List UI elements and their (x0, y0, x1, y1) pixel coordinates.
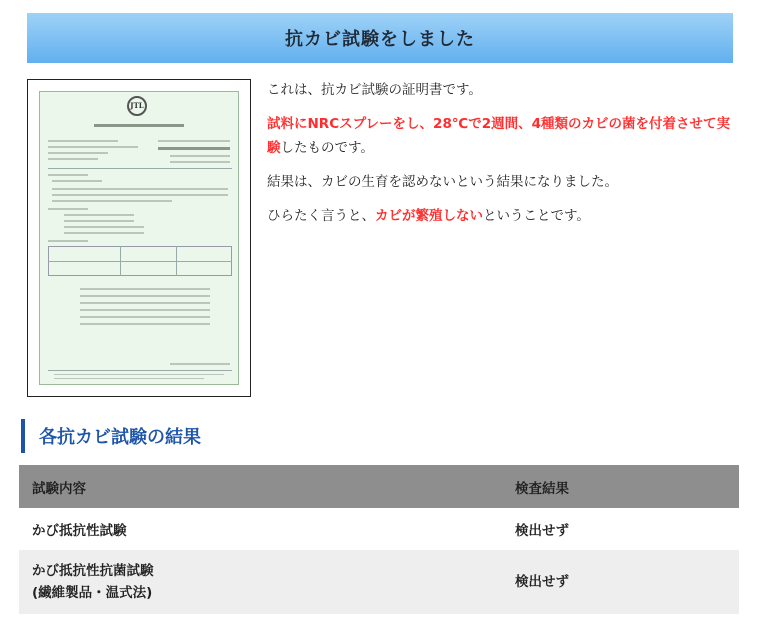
test-name (19, 550, 502, 614)
certificate-rule (176, 246, 177, 276)
highlight-text: 試料にNRCスプレーをし、28℃で2週間、4種類のカビの菌を付着させて実験 (267, 116, 730, 156)
table-row (19, 550, 739, 614)
intro-paragraph (267, 204, 737, 228)
intro-text (267, 78, 737, 238)
table-row (19, 508, 739, 550)
intro-text-3: 結果は、カビの生育を認めないという結果になりました。 (267, 174, 618, 190)
intro-text-2: したものです。 (280, 140, 374, 156)
intro-paragraph (267, 78, 737, 102)
certificate-text-line (64, 232, 144, 234)
certificate-image (27, 79, 251, 397)
certificate-text-line (48, 174, 88, 176)
certificate-text-line (48, 152, 108, 154)
certificate-text-line (64, 226, 144, 228)
certificate-text-line (54, 378, 204, 379)
certificate-text-line (54, 374, 224, 375)
intro-paragraph (267, 170, 737, 194)
certificate-document (39, 91, 239, 385)
certificate-text-line (80, 323, 210, 325)
intro-text-4b: ということです。 (483, 208, 590, 224)
certificate-text-line (80, 288, 210, 290)
results-table (19, 465, 739, 614)
certificate-rule (48, 168, 232, 169)
certificate-text-line (80, 316, 210, 318)
test-result: 検出せず (502, 508, 739, 550)
intro-text-4a: ひらたく言うと、 (267, 208, 375, 224)
certificate-heading-mark (94, 124, 184, 127)
test-name-line1: かび抵抗性抗菌試験 (32, 563, 154, 579)
section-heading (21, 419, 201, 453)
certificate-rule (48, 261, 232, 262)
page-title: 抗カビ試験をしました (285, 29, 475, 50)
certificate-text-line (48, 140, 118, 142)
certificate-text-line (170, 363, 230, 365)
certificate-text-line (52, 200, 172, 202)
certificate-text-line (158, 140, 230, 142)
certificate-text-line (52, 188, 228, 190)
table-header-result: 検査結果 (502, 465, 739, 508)
test-name-line2: (繊維製品・温式法) (32, 585, 153, 601)
certificate-text-line (48, 146, 138, 148)
certificate-text-line (48, 240, 88, 242)
certificate-rule (120, 246, 121, 276)
intro-text-1: これは、抗カビ試験の証明書です。 (267, 82, 482, 98)
certificate-text-line (80, 309, 210, 311)
certificate-text-line (64, 214, 134, 216)
highlight-text: カビが繁殖しない (375, 208, 483, 224)
certificate-text-line (80, 295, 210, 297)
certificate-text-line (48, 208, 88, 210)
certificate-text-line (52, 194, 228, 196)
certificate-text-line (64, 220, 134, 222)
test-name: かび抵抗性試験 (19, 508, 502, 550)
certificate-text-line (158, 147, 230, 150)
certificate-text-line (52, 180, 102, 182)
page-banner (27, 13, 733, 63)
section-title: 各抗カビ試験の結果 (39, 427, 201, 448)
certificate-rule (48, 370, 232, 371)
test-result: 検出せず (502, 550, 739, 614)
certificate-text-line (80, 302, 210, 304)
table-header-row (19, 465, 739, 508)
intro-paragraph (267, 112, 737, 160)
certificate-text-line (170, 161, 230, 163)
certificate-text-line (48, 158, 98, 160)
table-header-test: 試験内容 (19, 465, 502, 508)
certificate-text-line (170, 155, 230, 157)
certificate-seal-icon: JTL (127, 96, 147, 116)
